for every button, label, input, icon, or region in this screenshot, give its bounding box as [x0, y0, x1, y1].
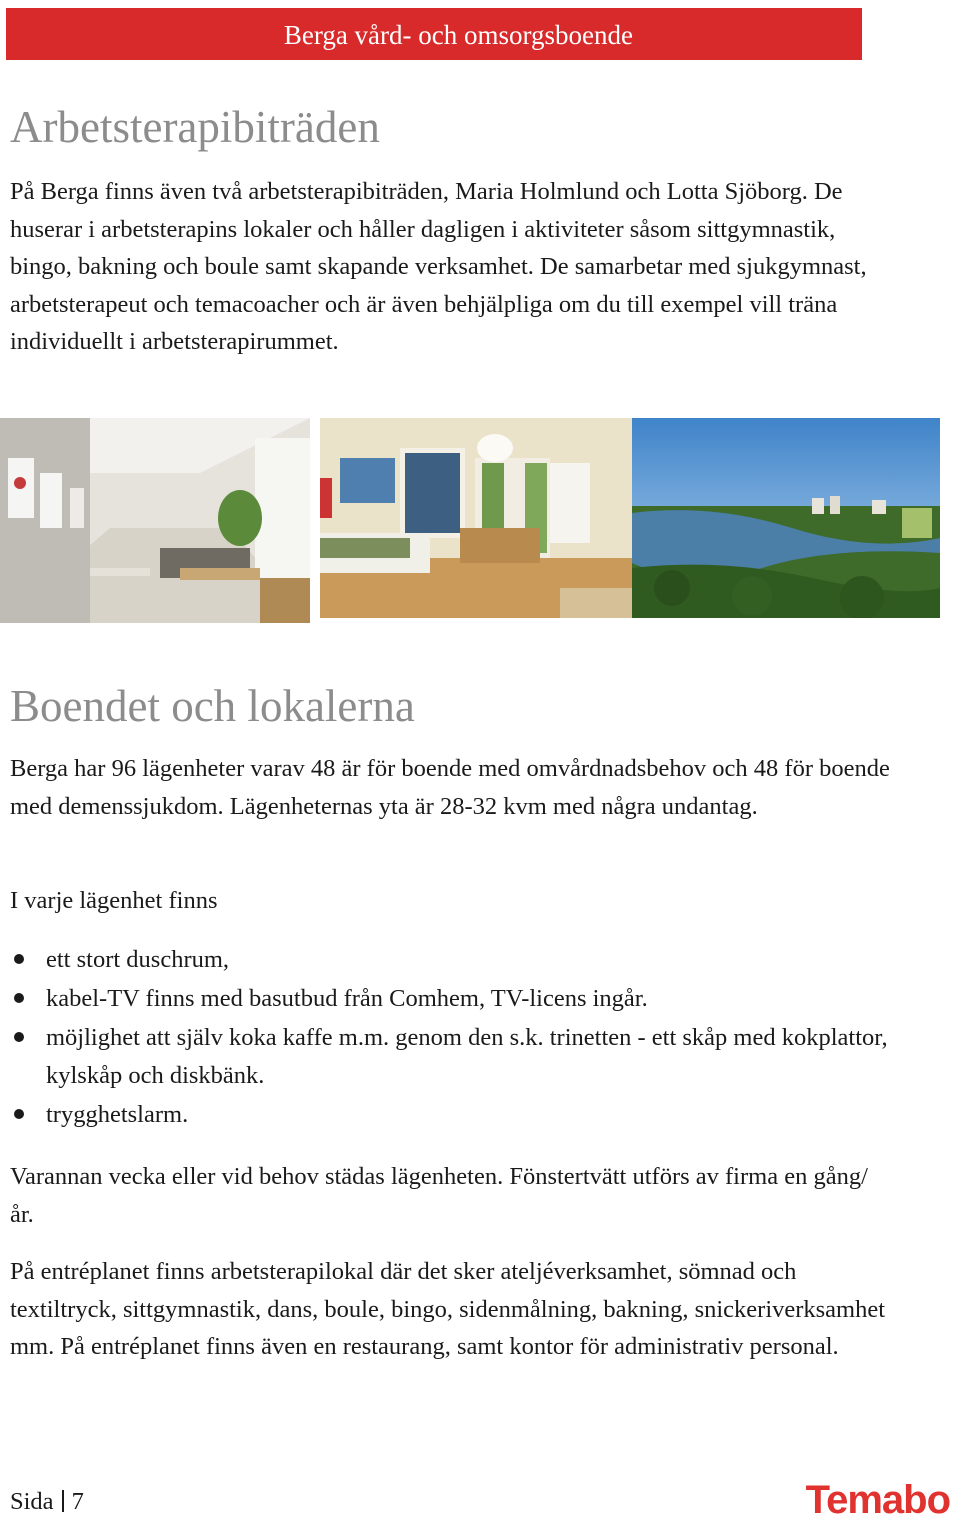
photo-aerial-landscape	[632, 418, 940, 618]
section2-intro: I varje lägenhet finns	[10, 887, 218, 914]
list-item-text: kabel-TV finns med basutbud från Comhem, TV-licens ingår.	[46, 985, 648, 1012]
photo-apartment-interior	[320, 418, 632, 618]
section1-paragraph: På Berga finns även två arbetsterapibiträden, Maria Holmlund och Lotta Sjöborg. De huserar i arbetsterapins lokaler och håller dagligen i aktiviteter såsom sittgymnastik, bingo, bakning och boule samt skapande verksamhet. De samarbetar med sjukgymnast, arbetsterapeut och temacoacher och är även behjälpliga om du till exempel vill träna individuellt i arbetsterapirummet.	[10, 178, 867, 355]
section-heading-arbetsterapibitraden: Arbetsterapibiträden	[10, 102, 380, 152]
list-item-text: möjlighet att själv koka kaffe m.m. genom den s.k. trinetten - ett skåp med kokplattor, kylskåp och diskbänk.	[46, 1024, 888, 1089]
bullet-icon	[14, 993, 24, 1003]
apartment-features-list	[10, 941, 890, 1135]
list-item-text: trygghetslarm.	[46, 1100, 189, 1128]
list-item-text: ett stort duschrum,	[46, 946, 230, 973]
header-title: Berga vård- och omsorgsboende	[283, 20, 633, 50]
bullet-icon	[14, 1032, 24, 1042]
header-bar	[6, 8, 862, 60]
list-item	[10, 1096, 890, 1134]
list-item	[10, 1019, 890, 1094]
section-heading-boendet: Boendet och lokalerna	[10, 681, 415, 731]
list-item	[10, 980, 890, 1018]
section2-paragraph-1: Berga har 96 lägenheter varav 48 är för boende med omvårdnadsbehov och 48 för boende med demenssjukdom. Lägenheternas yta är 28-32 kvm med några undantag.	[10, 755, 890, 820]
page-number-value: 7	[71, 1488, 84, 1515]
photo-corridor-lounge	[0, 418, 310, 623]
page-separator	[62, 1490, 64, 1512]
page-number	[10, 1488, 84, 1516]
section2-paragraph-2: Varannan vecka eller vid behov städas lägenheten. Fönstertvätt utförs av firma en gång/år.	[10, 1163, 868, 1228]
temabo-logo: Temabo	[805, 1478, 950, 1522]
bullet-icon	[14, 1109, 24, 1119]
list-item	[10, 941, 890, 979]
section2-paragraph-3: På entréplanet finns arbetsterapilokal där det sker ateljéverksamhet, sömnad och textiltryck, sittgymnastik, dans, boule, bingo, sidenmålning, bakning, snickeriverksamhet mm. På entréplanet finns även en restaurang, samt kontor för administrativ personal.	[10, 1258, 886, 1360]
bullet-icon	[14, 954, 24, 964]
page-label: Sida	[10, 1488, 54, 1515]
